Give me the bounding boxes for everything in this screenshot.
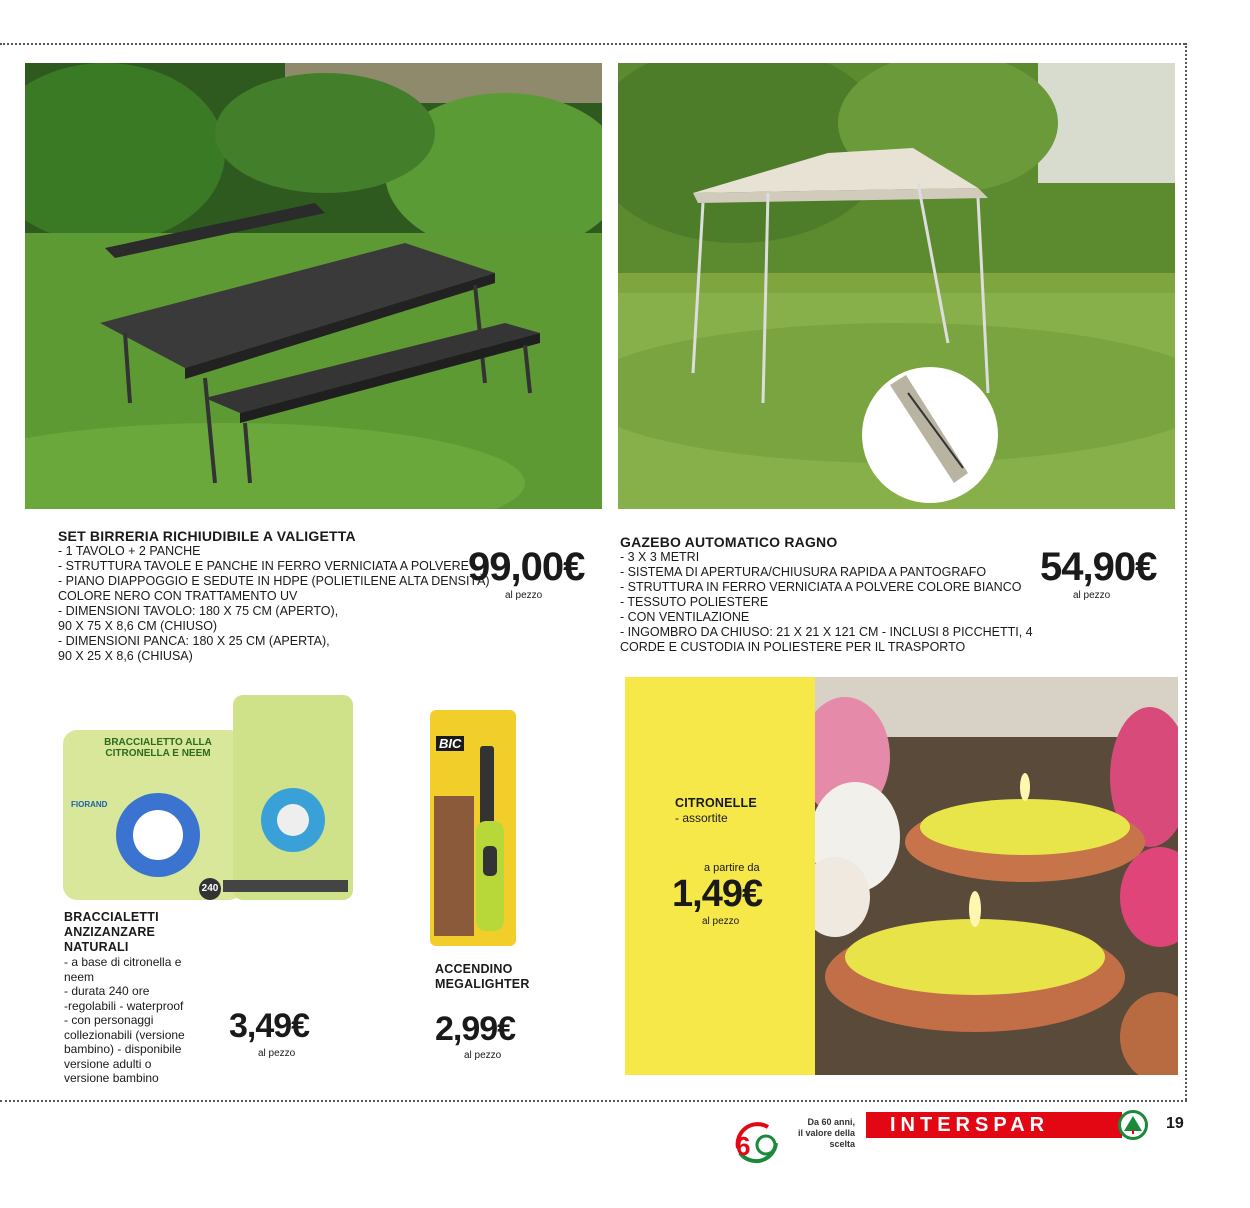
spec-line: - durata 240 ore [64,984,150,998]
page-number: 19 [1166,1115,1184,1132]
package-text: BRACCIALETTO ALLA CITRONELLA E NEEM [104,737,212,759]
package-badge: 240 [199,878,221,900]
spec-line: - CON VENTILAZIONE [620,610,750,624]
spec-line: COLORE NERO CON TRATTAMENTO UV [58,589,298,603]
spec-line: - STRUTTURA TAVOLE E PANCHE IN FERRO VERNICIATA A POLVERE [58,559,469,573]
spec-line: - con personaggi [64,1013,154,1027]
spar-tree-icon [1118,1110,1148,1140]
spec-line: collezionabili (versione [64,1027,185,1042]
spec-line: - STRUTTURA IN FERRO VERNICIATA A POLVERE COLORE BIANCO [620,580,1022,594]
lighter-title [435,962,530,992]
citronelle-price: 1,49€ [672,873,763,915]
spec-line: - 1 TAVOLO + 2 PANCHE [58,544,201,558]
spec-line: -regolabili - waterproof [64,998,184,1013]
svg-text:6: 6 [736,1131,751,1161]
tagline-line: Da 60 anni, [807,1117,855,1127]
title-line: ACCENDINO [435,962,513,976]
beer-set-title: SET BIRRERIA RICHIUDIBILE A VALIGETTA [58,528,356,544]
gazebo-photo [618,63,1175,509]
spec-line: - a base di citronella e [64,955,182,969]
footer-tagline [795,1117,855,1150]
spec-line: - 3 X 3 METRI [620,550,700,564]
tagline-line: il valore della scelta [797,1128,855,1149]
bracelets-price: 3,49€ [229,1007,310,1045]
spec-line: - DIMENSIONI PANCA: 180 X 25 CM (APERTA), [58,634,330,648]
citronelle-photo [815,677,1178,1075]
citronelle-unit: al pezzo [702,916,740,927]
spec-line: neem [64,969,95,984]
from-label: a partire da [704,862,760,874]
bottom-dotted-border [0,1100,1187,1102]
spec-line: 90 X 25 X 8,6 (CHIUSA) [58,649,193,663]
gazebo-price: 54,90€ [1040,545,1157,589]
brand-name: INTERSPAR [890,1113,1050,1136]
beer-set-price: 99,00€ [468,545,585,589]
lighter-price: 2,99€ [435,1010,516,1048]
lighter-unit: al pezzo [464,1050,502,1061]
bracelets-package-photo [63,695,353,900]
spec-line: 90 X 75 X 8,6 CM (CHIUSO) [58,619,218,633]
spec-line: versione adulti o [64,1056,152,1071]
right-dotted-border [1185,43,1187,1100]
title-line: NATURALI [64,940,129,954]
title-line: ANZIZANZARE [64,925,156,939]
spec-line: - PIANO DIAPPOGGIO E SEDUTE IN HDPE (POLIETILENE ALTA DENSITÀ) [58,574,490,588]
citronelle-subtitle: - assortite [675,811,728,825]
package-brand: FIORAND [71,800,108,809]
interspar-logo [866,1112,1122,1138]
spec-line: - INGOMBRO DA CHIUSO: 21 X 21 X 121 CM - INCLUSI 8 PICCHETTI, 4 [620,625,1033,639]
title-line: BRACCIALETTI [64,910,159,924]
beer-set-unit: al pezzo [505,590,543,601]
lighter-package-photo [428,706,521,948]
spec-line: - TESSUTO POLIESTERE [620,595,769,609]
citronelle-title: CITRONELLE [675,796,757,810]
spec-line: - SISTEMA DI APERTURA/CHIUSURA RAPIDA A PANTOGRAFO [620,565,987,579]
spec-line: versione bambino [64,1071,159,1085]
beer-set-photo [25,63,602,509]
bracelets-specs [64,955,185,1086]
spec-line: CORDE E CUSTODIA IN POLIESTERE PER IL TRASPORTO [620,640,966,654]
spec-line: - DIMENSIONI TAVOLO: 180 X 75 CM (APERTO), [58,604,339,618]
top-dotted-border [0,43,1185,45]
gazebo-specs [620,550,1033,655]
spec-line: bambino) - disponibile [64,1042,182,1056]
60-years-logo-icon [730,1113,790,1167]
beer-set-specs [58,544,490,664]
bracelets-unit: al pezzo [258,1048,296,1059]
lighter-brand: BIC [436,736,464,751]
gazebo-title: GAZEBO AUTOMATICO RAGNO [620,534,838,550]
gazebo-unit: al pezzo [1073,590,1111,601]
title-line: MEGALIGHTER [435,977,530,991]
bracelets-title [64,910,159,955]
